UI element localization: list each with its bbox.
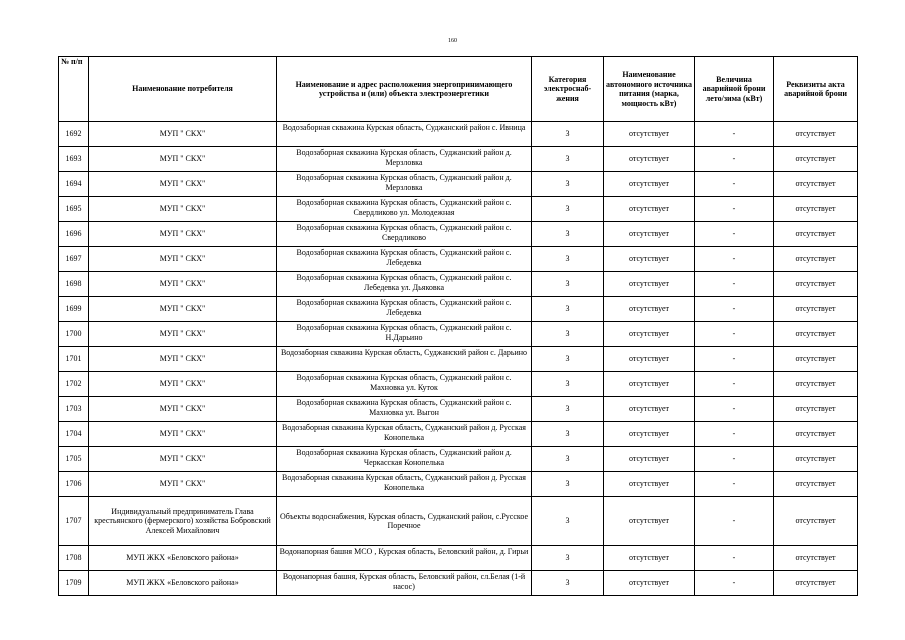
cell-source: отсутствует: [604, 546, 695, 571]
cell-source: отсутствует: [604, 122, 695, 147]
header-requisites: Реквизиты акта аварийной брони: [774, 57, 858, 122]
reserve-table: [58, 56, 858, 596]
cell-num: 1709: [59, 571, 89, 596]
cell-category: 3: [532, 397, 604, 422]
cell-address: Водозаборная скважина Курская область, Суджанский район д. Русская Конопелька: [277, 472, 532, 497]
cell-reserve: -: [695, 147, 774, 172]
cell-source: отсутствует: [604, 197, 695, 222]
cell-address: Водозаборная скважина Курская область, Суджанский район с. Махновка ул. Выгон: [277, 397, 532, 422]
table-row: [59, 172, 858, 197]
cell-reserve: -: [695, 447, 774, 472]
cell-consumer: МУП " СКХ": [89, 447, 277, 472]
cell-consumer: МУП " СКХ": [89, 122, 277, 147]
cell-source: отсутствует: [604, 447, 695, 472]
header-num: № п/п: [59, 57, 89, 122]
cell-category: 3: [532, 497, 604, 546]
cell-requisites: отсутствует: [774, 372, 858, 397]
cell-source: отсутствует: [604, 147, 695, 172]
cell-num: 1700: [59, 322, 89, 347]
cell-reserve: -: [695, 571, 774, 596]
table-row: [59, 372, 858, 397]
table-row: [59, 122, 858, 147]
cell-category: 3: [532, 222, 604, 247]
cell-consumer: МУП " СКХ": [89, 422, 277, 447]
cell-consumer: МУП " СКХ": [89, 372, 277, 397]
cell-num: 1696: [59, 222, 89, 247]
cell-address: Водозаборная скважина Курская область, Суджанский район с. Лебедевка: [277, 247, 532, 272]
header-consumer: Наименование потребителя: [89, 57, 277, 122]
table-row: [59, 422, 858, 447]
cell-category: 3: [532, 546, 604, 571]
cell-source: отсутствует: [604, 422, 695, 447]
cell-address: Водозаборная скважина Курская область, Суджанский район с. Лебедевка ул. Дьяковка: [277, 272, 532, 297]
cell-address: Водозаборная скважина Курская область, Суджанский район с. Махновка ул. Куток: [277, 372, 532, 397]
cell-num: 1701: [59, 347, 89, 372]
table-row: [59, 272, 858, 297]
cell-source: отсутствует: [604, 297, 695, 322]
cell-requisites: отсутствует: [774, 347, 858, 372]
cell-requisites: отсутствует: [774, 172, 858, 197]
cell-requisites: отсутствует: [774, 122, 858, 147]
table-row: [59, 497, 858, 546]
cell-requisites: отсутствует: [774, 472, 858, 497]
cell-category: 3: [532, 347, 604, 372]
cell-reserve: -: [695, 272, 774, 297]
cell-address: Водозаборная скважина Курская область, Суджанский район д. Русская Конопелька: [277, 422, 532, 447]
cell-requisites: отсутствует: [774, 422, 858, 447]
cell-num: 1704: [59, 422, 89, 447]
cell-requisites: отсутствует: [774, 147, 858, 172]
cell-category: 3: [532, 297, 604, 322]
cell-address: Водонапорная башня, Курская область, Беловский район, сл.Белая (1-й насос): [277, 571, 532, 596]
cell-category: 3: [532, 571, 604, 596]
cell-requisites: отсутствует: [774, 546, 858, 571]
cell-requisites: отсутствует: [774, 197, 858, 222]
cell-consumer: МУП " СКХ": [89, 147, 277, 172]
cell-address: Объекты водоснабжения, Курская область, Суджанский район, с.Русское Поречное: [277, 497, 532, 546]
cell-num: 1697: [59, 247, 89, 272]
cell-source: отсутствует: [604, 172, 695, 197]
cell-requisites: отсутствует: [774, 297, 858, 322]
cell-source: отсутствует: [604, 347, 695, 372]
cell-address: Водозаборная скважина Курская область, Суджанский район д. Мерзловка: [277, 147, 532, 172]
table-row: [59, 322, 858, 347]
cell-source: отсутствует: [604, 322, 695, 347]
cell-reserve: -: [695, 322, 774, 347]
cell-category: 3: [532, 147, 604, 172]
header-category: Категория электроснаб-жения: [532, 57, 604, 122]
cell-num: 1694: [59, 172, 89, 197]
table-row: [59, 397, 858, 422]
cell-reserve: -: [695, 222, 774, 247]
cell-num: 1695: [59, 197, 89, 222]
cell-address: Водозаборная скважина Курская область, Суджанский район с. Свердликово ул. Молодежная: [277, 197, 532, 222]
cell-reserve: -: [695, 422, 774, 447]
cell-source: отсутствует: [604, 372, 695, 397]
header-reserve: Величина аварийной брони лето/зима (кВт): [695, 57, 774, 122]
cell-category: 3: [532, 172, 604, 197]
cell-consumer: МУП " СКХ": [89, 222, 277, 247]
cell-address: Водозаборная скважина Курская область, Суджанский район д. Черкасская Конопелька: [277, 447, 532, 472]
cell-reserve: -: [695, 347, 774, 372]
table-row: [59, 347, 858, 372]
cell-source: отсутствует: [604, 497, 695, 546]
cell-requisites: отсутствует: [774, 272, 858, 297]
cell-category: 3: [532, 472, 604, 497]
cell-category: 3: [532, 122, 604, 147]
cell-address: Водозаборная скважина Курская область, Суджанский район д. Мерзловка: [277, 172, 532, 197]
cell-consumer: МУП " СКХ": [89, 272, 277, 297]
cell-reserve: -: [695, 247, 774, 272]
cell-address: Водозаборная скважина Курская область, Суджанский район с. Свердликово: [277, 222, 532, 247]
table-row: [59, 447, 858, 472]
cell-source: отсутствует: [604, 247, 695, 272]
table-row: [59, 297, 858, 322]
cell-requisites: отсутствует: [774, 397, 858, 422]
cell-address: Водозаборная скважина Курская область, Суджанский район с. Н.Дарьино: [277, 322, 532, 347]
cell-address: Водонапорная башня МСО , Курская область, Беловский район, д. Гирьи: [277, 546, 532, 571]
cell-address: Водозаборная скважина Курская область, Суджанский район с. Ивница: [277, 122, 532, 147]
cell-reserve: -: [695, 397, 774, 422]
cell-consumer: МУП " СКХ": [89, 172, 277, 197]
cell-reserve: -: [695, 472, 774, 497]
table-row: [59, 472, 858, 497]
cell-num: 1699: [59, 297, 89, 322]
cell-reserve: -: [695, 372, 774, 397]
cell-category: 3: [532, 197, 604, 222]
table-row: [59, 546, 858, 571]
cell-num: 1692: [59, 122, 89, 147]
cell-num: 1693: [59, 147, 89, 172]
cell-category: 3: [532, 372, 604, 397]
cell-reserve: -: [695, 197, 774, 222]
page-number: 160: [448, 38, 457, 44]
table-row: [59, 197, 858, 222]
cell-consumer: МУП ЖКХ «Беловского района»: [89, 571, 277, 596]
table-row: [59, 147, 858, 172]
cell-source: отсутствует: [604, 272, 695, 297]
cell-requisites: отсутствует: [774, 497, 858, 546]
cell-consumer: МУП " СКХ": [89, 322, 277, 347]
cell-consumer: МУП " СКХ": [89, 347, 277, 372]
cell-reserve: -: [695, 172, 774, 197]
cell-category: 3: [532, 322, 604, 347]
cell-num: 1708: [59, 546, 89, 571]
header-address: Наименование и адрес расположения энергопринимающего устройства и (или) объекта электроэнергетики: [277, 57, 532, 122]
cell-address: Водозаборная скважина Курская область, Суджанский район с. Лебедевка: [277, 297, 532, 322]
header-row: [59, 57, 858, 122]
cell-reserve: -: [695, 497, 774, 546]
table-row: [59, 247, 858, 272]
table-row: [59, 222, 858, 247]
cell-num: 1706: [59, 472, 89, 497]
cell-requisites: отсутствует: [774, 222, 858, 247]
cell-reserve: -: [695, 122, 774, 147]
cell-category: 3: [532, 447, 604, 472]
cell-source: отсутствует: [604, 571, 695, 596]
cell-source: отсутствует: [604, 472, 695, 497]
cell-category: 3: [532, 272, 604, 297]
cell-num: 1698: [59, 272, 89, 297]
cell-consumer: МУП " СКХ": [89, 197, 277, 222]
cell-num: 1707: [59, 497, 89, 546]
cell-requisites: отсутствует: [774, 247, 858, 272]
cell-requisites: отсутствует: [774, 447, 858, 472]
cell-reserve: -: [695, 297, 774, 322]
cell-consumer: МУП ЖКХ «Беловского района»: [89, 546, 277, 571]
cell-source: отсутствует: [604, 397, 695, 422]
cell-consumer: МУП " СКХ": [89, 472, 277, 497]
cell-num: 1705: [59, 447, 89, 472]
cell-reserve: -: [695, 546, 774, 571]
cell-consumer: МУП " СКХ": [89, 397, 277, 422]
header-source: Наименование автономного источника питания (марка, мощность кВт): [604, 57, 695, 122]
cell-requisites: отсутствует: [774, 571, 858, 596]
cell-consumer: МУП " СКХ": [89, 297, 277, 322]
cell-consumer: Индивидуальный предприниматель Глава крестьянского (фермерского) хозяйства Бобровский Алексей Михайлович: [89, 497, 277, 546]
cell-category: 3: [532, 247, 604, 272]
cell-source: отсутствует: [604, 222, 695, 247]
cell-address: Водозаборная скважина Курская область, Суджанский район с. Дарьино: [277, 347, 532, 372]
cell-consumer: МУП " СКХ": [89, 247, 277, 272]
cell-num: 1703: [59, 397, 89, 422]
table-row: [59, 571, 858, 596]
cell-category: 3: [532, 422, 604, 447]
cell-num: 1702: [59, 372, 89, 397]
cell-requisites: отсутствует: [774, 322, 858, 347]
